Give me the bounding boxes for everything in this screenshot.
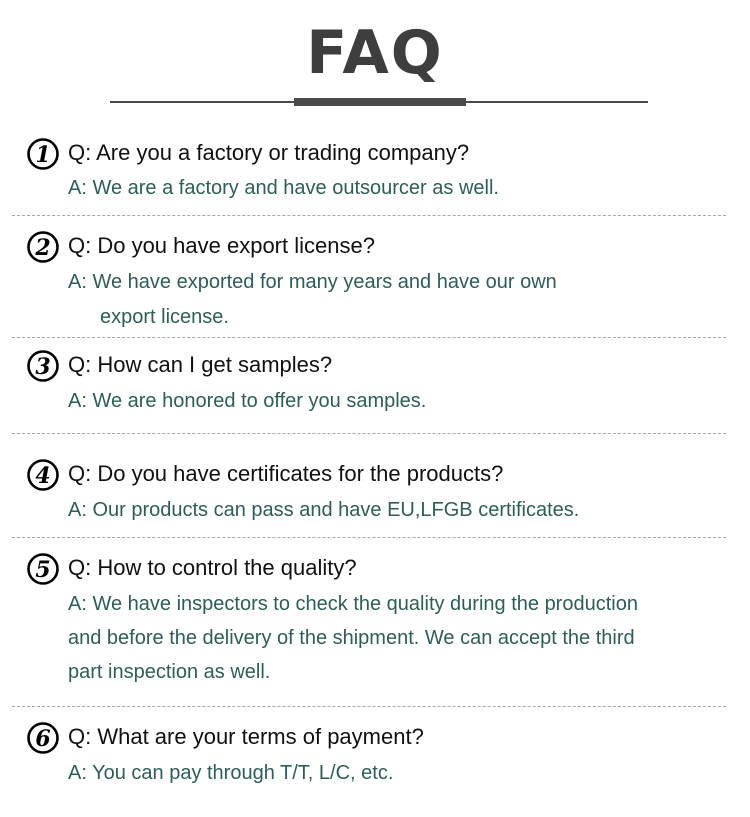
answer-text: A: Our products can pass and have EU,LFGB certificates. bbox=[68, 499, 580, 521]
circled-number-text: 4 bbox=[35, 463, 51, 489]
question-text: Q: Do you have certificates for the products? bbox=[68, 461, 504, 486]
divider bbox=[12, 706, 726, 707]
circled-number-text: 2 bbox=[35, 235, 51, 261]
circled-number-5-icon bbox=[26, 552, 60, 586]
page-title: FAQ bbox=[306, 18, 444, 88]
circled-number-4-icon bbox=[26, 458, 60, 492]
answer-text: A: We are honored to offer you samples. bbox=[68, 390, 427, 412]
circled-number-2-icon bbox=[26, 230, 60, 264]
answer-text: A: We are a factory and have outsourcer as well. bbox=[68, 177, 499, 199]
question-text: Q: Do you have export license? bbox=[68, 233, 375, 258]
question-text: Q: How to control the quality? bbox=[68, 555, 357, 580]
circled-number-3-icon bbox=[26, 349, 60, 383]
divider bbox=[12, 537, 726, 538]
circled-number-text: 5 bbox=[35, 557, 51, 583]
circled-number-text: 6 bbox=[35, 726, 51, 752]
answer-text-continued: and before the delivery of the shipment. We can accept the third bbox=[68, 627, 635, 649]
circled-number-6-icon bbox=[26, 721, 60, 755]
divider bbox=[12, 337, 726, 338]
answer-text-continued: export license. bbox=[100, 306, 229, 328]
circled-number-text: 1 bbox=[35, 142, 51, 168]
question-text: Q: What are your terms of payment? bbox=[68, 724, 424, 749]
answer-text: A: We have exported for many years and have our own bbox=[68, 271, 557, 293]
question-text: Q: Are you a factory or trading company? bbox=[68, 140, 470, 165]
divider bbox=[12, 433, 726, 434]
circled-number-1-icon bbox=[26, 137, 60, 171]
question-text: Q: How can I get samples? bbox=[68, 352, 333, 377]
answer-text: A: You can pay through T/T, L/C, etc. bbox=[68, 762, 394, 784]
answer-text-continued: part inspection as well. bbox=[68, 661, 271, 683]
circled-number-text: 3 bbox=[35, 354, 51, 380]
title-underline-accent bbox=[294, 98, 466, 106]
answer-text: A: We have inspectors to check the quality during the production bbox=[68, 593, 638, 615]
divider bbox=[12, 215, 726, 216]
